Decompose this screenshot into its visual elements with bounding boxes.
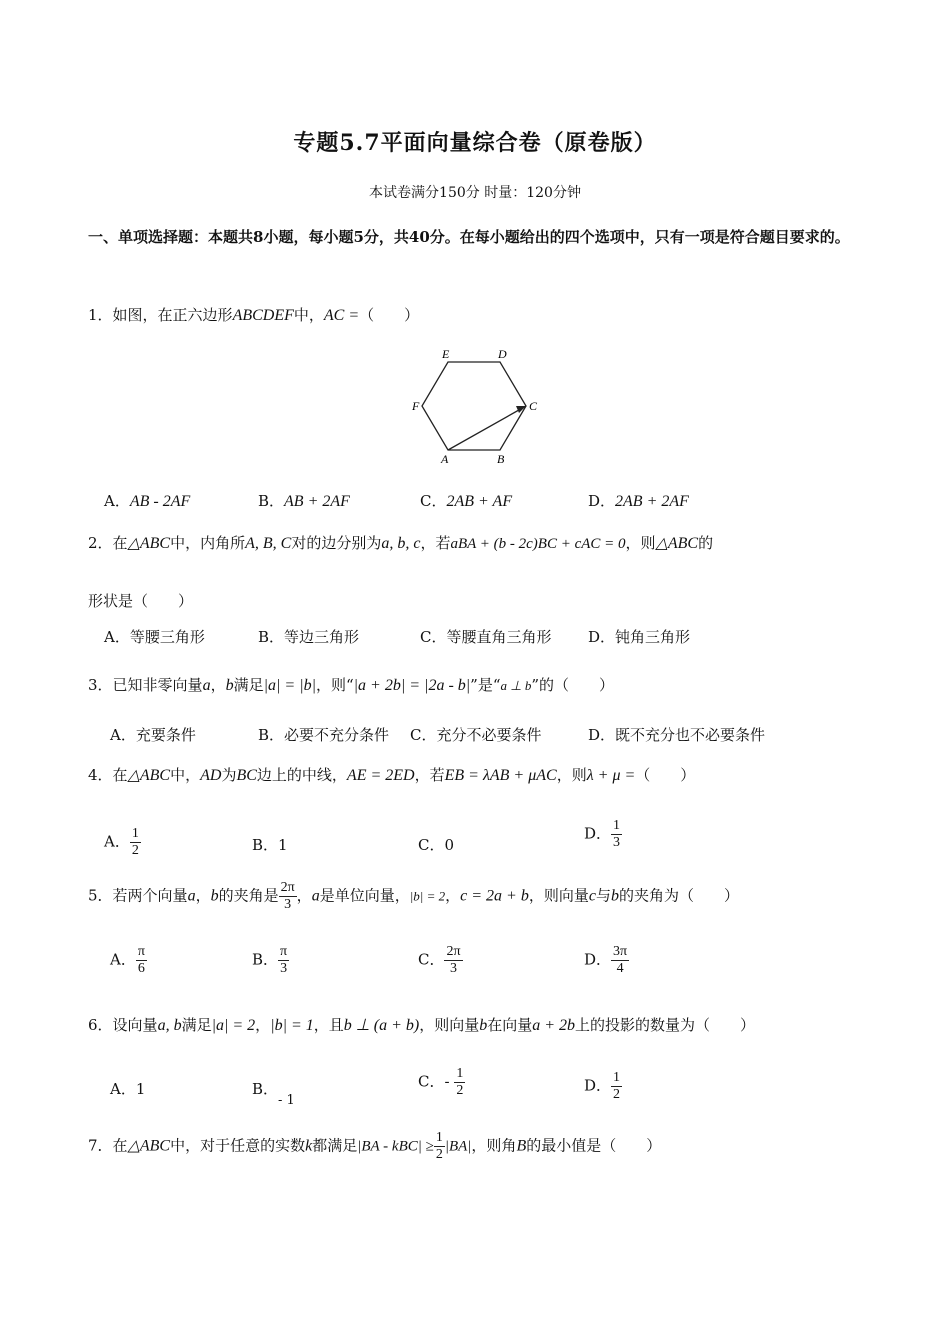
fraction: $\frac{1}{2}$ bbox=[131, 826, 139, 858]
question-number: 6． bbox=[88, 1016, 113, 1034]
question-2-line-2: 形状是（ ） bbox=[88, 592, 194, 610]
page-title: 专题5.7平面向量综合卷（原卷版） bbox=[293, 130, 657, 156]
q5-option-b[interactable]: B． $\frac{\pi}{3}$ bbox=[252, 944, 288, 976]
vertex-label-e: E bbox=[442, 347, 450, 361]
fraction: $\frac{2\pi}{3}$ bbox=[280, 880, 295, 912]
question-5: 5．若两个向量a，b的夹角是 $\frac{2\pi}{3}$ ，a是单位向量，|b| = 2，c = 2a + b，则向量c与b的夹角为（ ） bbox=[88, 880, 739, 912]
q4-option-b[interactable]: B．1 bbox=[252, 836, 288, 854]
fraction: $\frac{3\pi}{4}$ bbox=[613, 944, 628, 976]
q1-option-a[interactable]: A．AB - 2AF bbox=[104, 492, 191, 510]
vertex-label-a: A bbox=[441, 452, 449, 466]
exam-info: 本试卷满分150分 时量：120分钟 bbox=[369, 185, 581, 201]
q5-option-c[interactable]: C． $\frac{2\pi}{3}$ bbox=[418, 944, 461, 976]
fraction: $\frac{1}{3}$ bbox=[613, 818, 621, 850]
q4-option-d[interactable]: D． $\frac{1}{3}$ bbox=[584, 818, 621, 850]
vertex-label-b: B bbox=[497, 452, 505, 466]
q6-option-b[interactable]: B．- 1 bbox=[252, 1080, 295, 1108]
vertex-label-c: C bbox=[529, 399, 538, 413]
q3-option-a[interactable]: A．充要条件 bbox=[110, 726, 196, 744]
vertex-label-f: F bbox=[412, 399, 420, 413]
q1-option-c[interactable]: C．2AB + AF bbox=[420, 492, 513, 510]
question-3: 3．已知非零向量a，b满足|a| = |b|，则“|a + 2b| = |2a - b|”是“a ⊥ b”的（ ） bbox=[88, 676, 615, 694]
fraction: $\frac{1}{2}$ bbox=[456, 1066, 464, 1098]
q1-option-d[interactable]: D．2AB + 2AF bbox=[588, 492, 689, 510]
question-number: 4． bbox=[88, 766, 113, 784]
vertex-label-d: D bbox=[498, 347, 507, 361]
question-number: 5． bbox=[88, 886, 113, 905]
q6-option-c[interactable]: C．- $\frac{1}{2}$ bbox=[418, 1066, 464, 1098]
q3-option-b[interactable]: B．必要不充分条件 bbox=[258, 726, 390, 744]
question-number: 3． bbox=[88, 676, 113, 694]
q2-option-a[interactable]: A．等腰三角形 bbox=[104, 628, 205, 646]
vector-ac-line bbox=[448, 406, 526, 450]
question-number: 7． bbox=[88, 1136, 113, 1155]
q3-option-d[interactable]: D．既不充分也不必要条件 bbox=[588, 726, 766, 744]
q2-option-d[interactable]: D．钝角三角形 bbox=[588, 628, 691, 646]
question-1: 1．如图，在正六边形ABCDEF中，AC =（ ） bbox=[88, 306, 420, 324]
question-number: 2． bbox=[88, 534, 113, 552]
fraction: $\frac{2\pi}{3}$ bbox=[446, 944, 461, 976]
hexagon-figure bbox=[400, 340, 550, 470]
q5-option-d[interactable]: D． $\frac{3\pi}{4}$ bbox=[584, 944, 628, 976]
fraction: $\frac{\pi}{6}$ bbox=[137, 944, 145, 976]
question-2: 2．在△ABC中，内角所A, B, C对的边分别为a, b, c，若aBA + (b - 2c)BC + cAC = 0，则△ABC的 bbox=[88, 534, 714, 552]
question-7: 7．在△ABC中，对于任意的实数k都满足|BA - kBC| ≥ $\frac{1}{2}$ |BA|，则角B的最小值是（ ） bbox=[88, 1130, 662, 1162]
q6-option-a[interactable]: A．1 bbox=[110, 1080, 146, 1098]
q6-option-d[interactable]: D． $\frac{1}{2}$ bbox=[584, 1070, 621, 1102]
q3-option-c[interactable]: C．充分不必要条件 bbox=[410, 726, 542, 744]
question-number: 1． bbox=[88, 306, 113, 324]
q1-option-b[interactable]: B．AB + 2AF bbox=[258, 492, 350, 510]
fraction: $\frac{1}{2}$ bbox=[613, 1070, 621, 1102]
q4-option-c[interactable]: C．0 bbox=[418, 836, 455, 854]
q4-option-a[interactable]: A． $\frac{1}{2}$ bbox=[104, 826, 139, 858]
section-heading: 一、单项选择题：本题共8小题，每小题5分，共40分。在每小题给出的四个选项中，只有一项是符合题目要求的。 bbox=[88, 228, 850, 246]
question-4: 4．在△ABC中，AD为BC边上的中线，AE = 2ED，若EB = λAB + μAC，则λ + μ =（ ） bbox=[88, 766, 696, 784]
fraction: $\frac{\pi}{3}$ bbox=[280, 944, 288, 976]
q5-option-a[interactable]: A． $\frac{\pi}{6}$ bbox=[110, 944, 145, 976]
q2-option-b[interactable]: B．等边三角形 bbox=[258, 628, 360, 646]
q2-option-c[interactable]: C．等腰直角三角形 bbox=[420, 628, 552, 646]
fraction: $\frac{1}{2}$ bbox=[435, 1130, 443, 1162]
question-6: 6．设向量a, b满足|a| = 2，|b| = 1，且b ⊥ (a + b)，则向量b在向量a + 2b上的投影的数量为（ ） bbox=[88, 1016, 756, 1034]
